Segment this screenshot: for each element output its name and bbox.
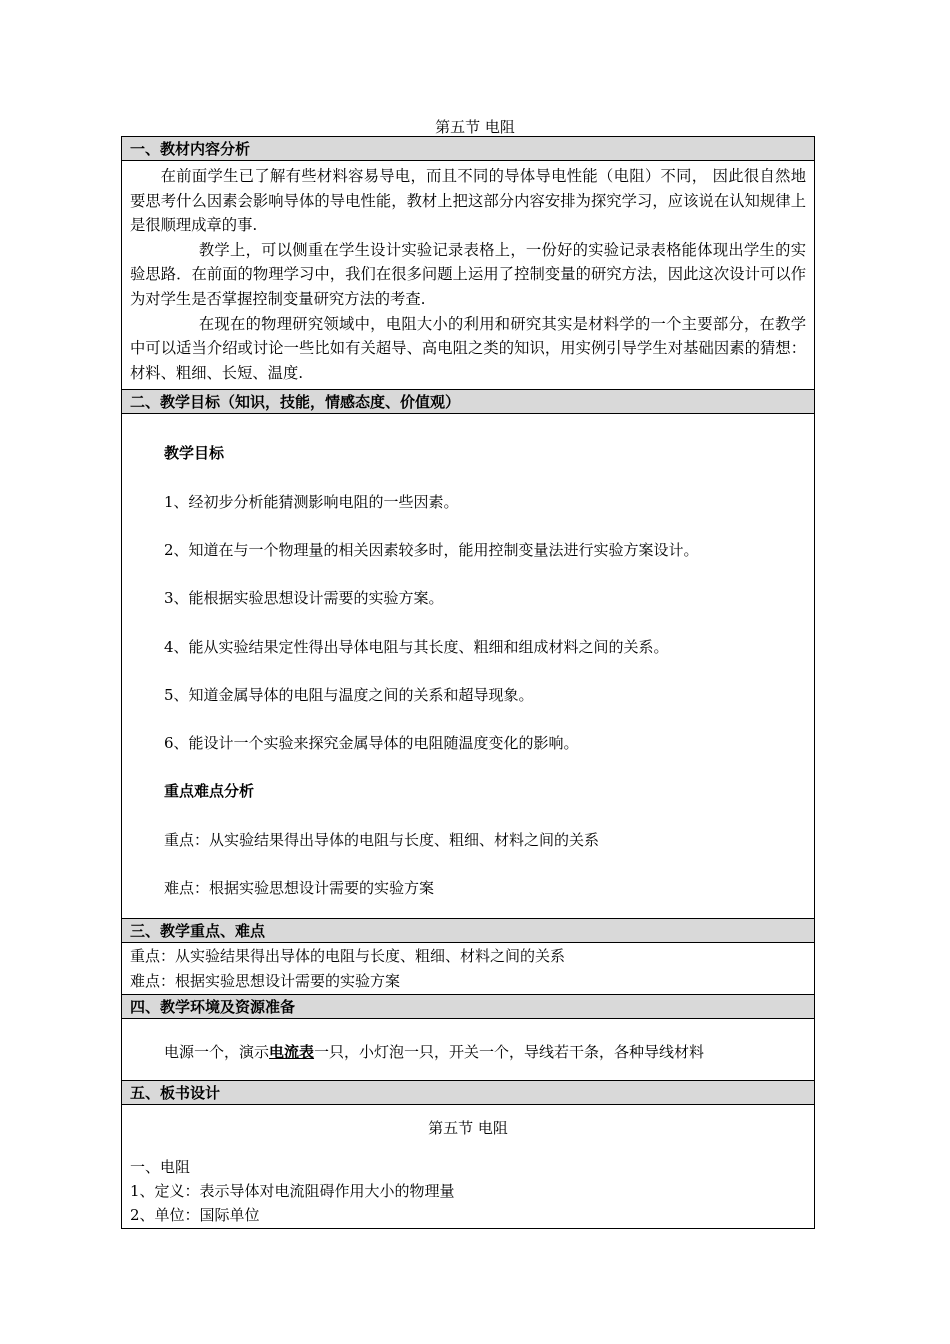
section-5-heading: 五、板书设计: [122, 1081, 814, 1105]
section-1-body: [122, 161, 814, 390]
resources-text: [164, 1041, 704, 1062]
page-title: 第五节 电阻: [435, 118, 515, 136]
section-5-body: [122, 1105, 814, 1228]
section-3-body: [122, 943, 814, 995]
section-4-body: [122, 1019, 814, 1081]
analysis-title: 重点难点分析: [164, 782, 255, 801]
board-title: 第五节 电阻: [428, 1119, 508, 1138]
goals-title: 教学目标: [164, 444, 225, 463]
board-line: 1、定义：表示导体对电流阻碍作用大小的物理量: [130, 1182, 455, 1201]
section-3-heading: 三、教学重点、难点: [122, 919, 814, 943]
goal-item: 3、能根据实验思想设计需要的实验方案。: [164, 589, 444, 608]
goal-item: 1、经初步分析能猜测影响电阻的一些因素。: [164, 493, 459, 512]
ammeter-link[interactable]: 电流表: [269, 1043, 315, 1062]
section-2-heading: 二、教学目标（知识，技能，情感态度、价值观）: [122, 390, 814, 414]
goal-item: 2、知道在与一个物理量的相关因素较多时，能用控制变量法进行实验方案设计。: [164, 541, 699, 560]
difficulty-point: 难点：根据实验思想设计需要的实验方案: [164, 879, 435, 898]
goal-item: 6、能设计一个实验来探究金属导体的电阻随温度变化的影响。: [164, 734, 579, 753]
board-line: 一、电阻: [130, 1158, 191, 1177]
lesson-plan-table: [121, 136, 815, 1229]
section-4-heading: 四、教学环境及资源准备: [122, 995, 814, 1019]
resources-text-after: 一只，小灯泡一只，开关一个，导线若干条，各种导线材料: [314, 1043, 705, 1062]
board-line: 2、单位：国际单位: [130, 1206, 260, 1225]
key-point: 重点：从实验结果得出导体的电阻与长度、粗细、材料之间的关系: [164, 831, 600, 850]
analysis-paragraph-2: 教学上，可以侧重在学生设计实验记录表格上，一份好的实验记录表格能体现出学生的实验思路．在前面的物理学习中，我们在很多问题上运用了控制变量的研究方法，因此这次设计可以作为对学生是否掌握控制变量研究方法的考查.: [130, 240, 806, 308]
goal-item: 4、能从实验结果定性得出导体电阻与其长度、粗细和组成材料之间的关系。: [164, 638, 669, 657]
analysis-paragraph-1: 在前面学生已了解有些材料容易导电，而且不同的导体导电性能（电阻）不同， 因此很自然地要思考什么因素会影响导体的导电性能，教材上把这部分内容安排为探究学习，应该说在认知规律上是很顺理成章的事.: [130, 167, 806, 235]
analysis-paragraph-3: 在现在的物理研究领域中，电阻大小的利用和研究其实是材料学的一个主要部分，在教学中可以适当介绍或讨论一些比如有关超导、高电阻之类的知识，用实例引导学生对基础因素的猜想：材料、粗细、长短、温度.: [130, 314, 806, 382]
section-2-body: [122, 414, 814, 919]
key-point: 重点：从实验结果得出导体的电阻与长度、粗细、材料之间的关系: [130, 947, 566, 966]
section-1-heading: 一、教材内容分析: [122, 137, 814, 161]
difficulty-point: 难点：根据实验思想设计需要的实验方案: [130, 972, 401, 991]
resources-text-before: 电源一个，演示: [164, 1043, 270, 1062]
goal-item: 5、知道金属导体的电阻与温度之间的关系和超导现象。: [164, 686, 534, 705]
